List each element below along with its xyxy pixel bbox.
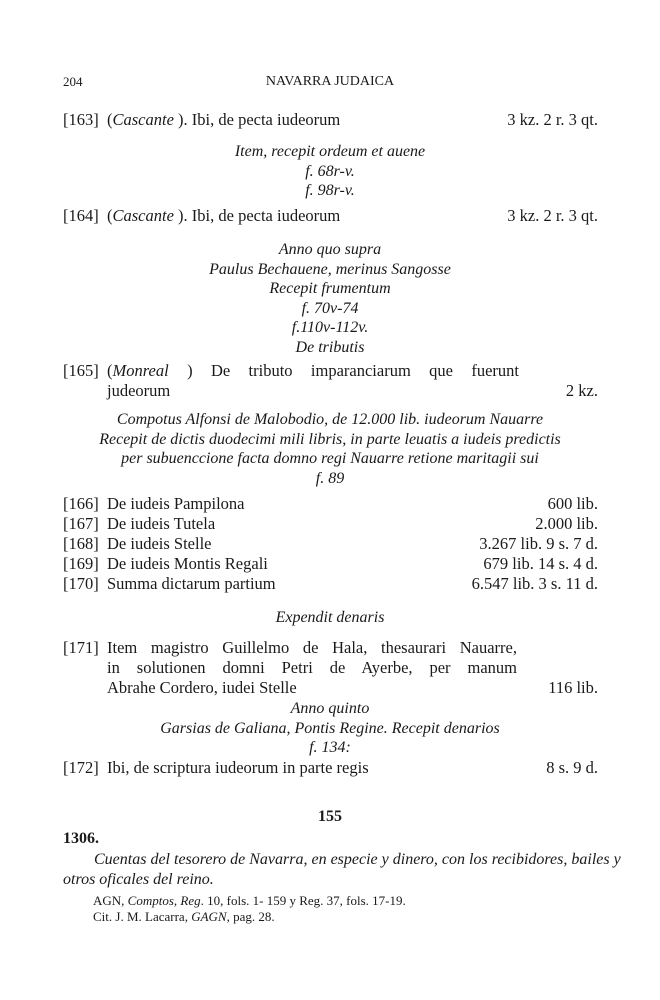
heading-line: Anno quo supra	[278, 241, 382, 258]
summary-line: Cuentas del tesorero de Navarra, en especie y dinero, con los recibidores, bailes y	[94, 851, 621, 868]
entry-number: [167]	[63, 514, 99, 533]
entry-text-cont: judeorum	[107, 381, 171, 400]
entry-165	[63, 361, 598, 403]
document-summary	[63, 850, 621, 890]
entry-amount: 2.000 lib.	[535, 514, 598, 533]
bibliography-reference: Cit. J. M. Lacarra, GAGN, pag. 28.	[93, 909, 275, 924]
heading-line: Item, recepit ordeum et auene	[234, 143, 426, 160]
folio-ref: f. 68r-v.	[305, 162, 355, 180]
section-heading	[0, 142, 660, 201]
entry-number: [166]	[63, 494, 99, 513]
entry-171	[63, 638, 598, 700]
entry-text: Ibi, de scriptura iudeorum in parte regis	[107, 758, 369, 777]
summary-line: otros oficales del reino.	[63, 871, 214, 888]
entry-number: [170]	[63, 574, 99, 593]
document-year: 1306.	[63, 830, 99, 847]
entry-text: (Cascante ). Ibi, de pecta iudeorum	[107, 206, 341, 225]
heading-line: Recepit frumentum	[269, 280, 391, 297]
heading-line: Compotus Alfonsi de Malobodio, de 12.000 lib. iudeorum Nauarre	[116, 411, 544, 428]
folio-ref: f.110v-112v.	[291, 319, 369, 336]
entry-number: [172]	[63, 758, 99, 777]
section-heading	[0, 410, 660, 488]
section-heading	[0, 240, 660, 357]
entry-text: Item magistro Guillelmo de Hala, thesaurari Nauarre,	[107, 638, 517, 657]
heading-line: Expendit denaris	[275, 609, 385, 626]
folio-ref: f. 70v-74	[301, 299, 359, 317]
heading-line: Paulus Bechauene, merinus Sangosse	[209, 260, 451, 278]
entry-text: (Cascante ). Ibi, de pecta iudeorum	[107, 110, 341, 129]
entry-amount: 8 s. 9 d.	[546, 758, 598, 777]
folio-ref: f. 89	[315, 469, 345, 487]
entry-text: De iudeis Pampilona	[107, 494, 245, 513]
place-name: Monreal	[112, 361, 169, 380]
entry-amount: 2 kz.	[565, 381, 598, 400]
heading-line: per subuenccione facta domno regi Nauarre retione maritagii sui	[121, 450, 539, 467]
running-title: NAVARRA JUDAICA	[265, 74, 395, 89]
entry-amount: 600 lib.	[547, 494, 598, 513]
heading-line: De tributis	[295, 338, 365, 356]
folio-ref: f. 98r-v.	[305, 182, 355, 199]
entry-text: Summa dictarum partium	[107, 574, 276, 593]
entry-amount: 3 kz. 2 r. 3 qt.	[507, 110, 598, 129]
entry-amount: 6.547 lib. 3 s. 11 d.	[471, 574, 598, 593]
entry-text: De iudeis Stelle	[107, 534, 212, 553]
archive-reference: AGN, Comptos, Reg. 10, fols. 1- 159 y Reg. 37, fols. 17-19.	[93, 893, 406, 908]
entry-number: [171]	[63, 638, 99, 657]
heading-line: Garsias de Galiana, Pontis Regine. Recepit denarios	[160, 719, 500, 737]
entry-text-cont: Abrahe Cordero, iudei Stelle	[107, 678, 297, 697]
entry-number: [164]	[63, 206, 99, 225]
entry-text-cont: in solutionen domni Petri de Ayerbe, per manum	[107, 658, 517, 677]
entry-amount: 3.267 lib. 9 s. 7 d.	[479, 534, 598, 553]
entry-number: [165]	[63, 361, 99, 380]
entry-text: De iudeis Montis Regali	[107, 554, 268, 573]
section-heading	[0, 699, 660, 758]
section-heading	[0, 608, 660, 628]
entry-number: [163]	[63, 110, 99, 129]
folio-ref: f. 134:	[309, 739, 351, 756]
document-number: 155	[318, 808, 342, 825]
entry-text: De iudeis Tutela	[107, 514, 216, 533]
entry-amount: 3 kz. 2 r. 3 qt.	[507, 206, 598, 225]
place-name: Cascante	[112, 206, 174, 225]
heading-line: Anno quinto	[290, 700, 370, 717]
source-citation	[93, 893, 406, 925]
page-number: 204	[63, 74, 83, 89]
place-name: Cascante	[112, 110, 174, 129]
entry-number: [168]	[63, 534, 99, 553]
entry-number: [169]	[63, 554, 99, 573]
entry-amount: 679 lib. 14 s. 4 d.	[483, 554, 598, 573]
heading-line: Recepit de dictis duodecimi mili libris, in parte leuatis a iudeis predictis	[99, 430, 561, 448]
entry-text: (Monreal ) De tributo imparanciarum que fuerunt	[107, 361, 519, 380]
entry-amount: 116 lib.	[548, 678, 598, 697]
